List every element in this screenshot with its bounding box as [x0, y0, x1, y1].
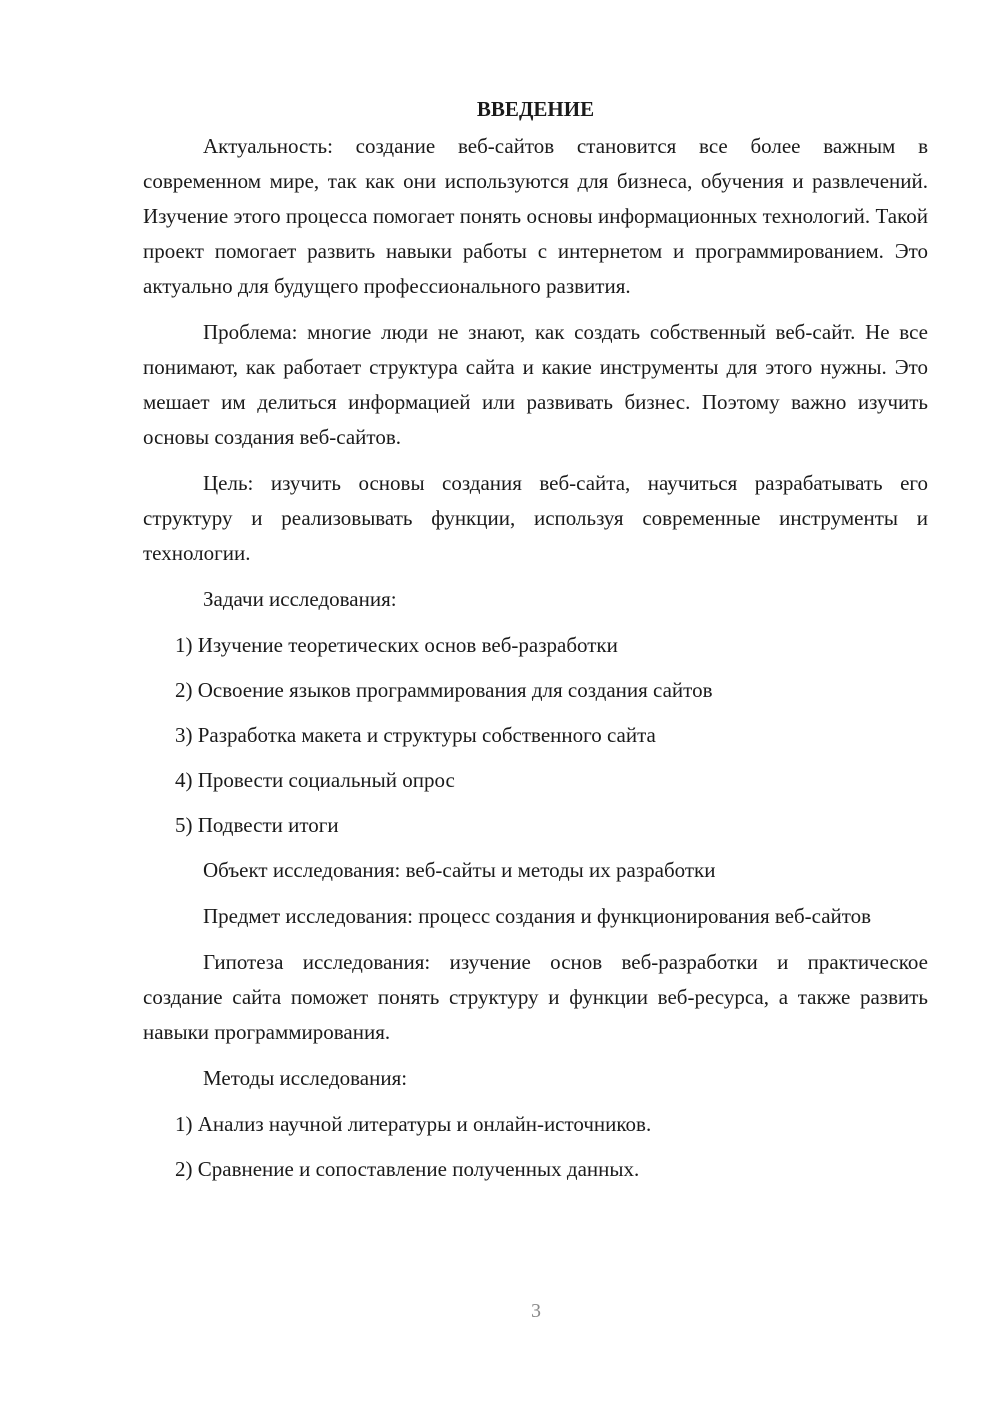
section-title: ВВЕДЕНИЕ	[476, 97, 595, 121]
hypothesis-paragraph: Гипотеза исследования: изучение основ веб-разработки и практическое создание сайта поможет понять структуру и функции веб-ресурса, а также развить навыки программирования.	[143, 950, 928, 1044]
list-item: 2) Сравнение и сопоставление полученных данных.	[175, 1157, 640, 1181]
list-item: 2) Освоение языков программирования для создания сайтов	[175, 678, 713, 702]
list-item: 1) Анализ научной литературы и онлайн-источников.	[175, 1112, 652, 1136]
tasks-list	[143, 628, 928, 843]
list-item: 5) Подвести итоги	[175, 813, 339, 837]
list-item: 4) Провести социальный опрос	[175, 768, 455, 792]
page-number: 3	[531, 1300, 541, 1322]
list-item: 1) Изучение теоретических основ веб-разработки	[175, 633, 618, 657]
object-paragraph: Объект исследования: веб-сайты и методы их разработки	[203, 858, 716, 882]
methods-list	[143, 1107, 928, 1187]
subject-paragraph: Предмет исследования: процесс создания и функционирования веб-сайтов	[203, 904, 872, 928]
list-item: 3) Разработка макета и структуры собственного сайта	[175, 723, 656, 747]
document-page	[143, 92, 928, 1197]
goal-paragraph: Цель: изучить основы создания веб-сайта, научиться разрабатывать его структуру и реализовывать функции, используя современные инструменты и технологии.	[143, 471, 928, 565]
relevance-paragraph: Актуальность: создание веб-сайтов становится все более важным в современном мире, так как они используются для бизнеса, обучения и развлечений. Изучение этого процесса помогает понять основы информационных технологий. Такой проект помогает развить навыки работы с интернетом и программированием. Это актуально для будущего профессионального развития.	[143, 134, 928, 298]
problem-paragraph: Проблема: многие люди не знают, как создать собственный веб-сайт. Не все понимают, как работает структура сайта и какие инструменты для этого нужны. Это мешает им делиться информацией или развивать бизнес. Поэтому важно изучить основы создания веб-сайтов.	[143, 320, 928, 449]
tasks-label: Задачи исследования:	[203, 587, 397, 611]
methods-label: Методы исследования:	[203, 1066, 408, 1090]
